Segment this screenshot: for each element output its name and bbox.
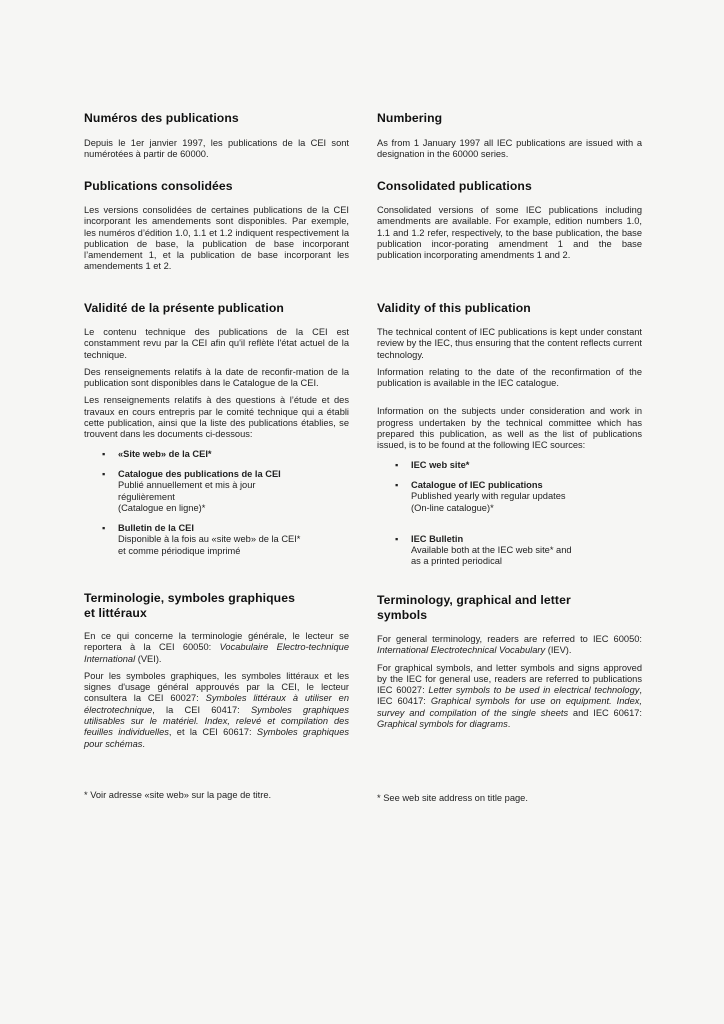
en-consolidated-text: Consolidated versions of some IEC publications including amendments are available. For example, edition numbers 1.0, 1.1 and 1.2 refer, respectively, to the base publication, the base publication incor-porating amendment 1 and the base publication incorporating amendments 1 and 2. (377, 205, 642, 261)
fr-consolidated-section (84, 179, 349, 273)
en-numbering-text: As from 1 January 1997 all IEC publications are issued with a designation in the 60000 series. (377, 138, 642, 160)
en-validity-p3: Information on the subjects under consideration and work in progress undertaken by the technical committee which has prepared this publication, as well as the list of publications issued, is to be found at the following IEC sources: (377, 406, 642, 451)
fr-bullet-catalogue-line3: (Catalogue en ligne)* (118, 502, 206, 513)
list-item (84, 449, 349, 460)
fr-bullet-catalogue-title: Catalogue des publications de la CEI (118, 468, 281, 479)
en-validity-p2: Information relating to the date of the reconfirmation of the publication is available in the IEC catalogue. (377, 366, 642, 389)
en-footnote: * See web site address on title page. (377, 793, 528, 803)
bullet-icon: ▪ (395, 533, 399, 544)
list-item (377, 534, 642, 568)
en-bullet-catalogue-line2: (On-line catalogue)* (411, 502, 494, 513)
bullet-icon: ▪ (102, 448, 106, 459)
fr-bullet-web-title: «Site web» de la CEI* (118, 448, 212, 459)
fr-validity-p1: Le contenu technique des publications de la CEI est constamment revu par la CEI afin qu'il reflète l'état actuel de la technique. (84, 327, 349, 360)
fr-terminology-section (84, 591, 349, 750)
fr-sources-list (84, 449, 349, 557)
fr-numbering-text: Depuis le 1er janvier 1997, les publications de la CEI sont numérotées à partir de 60000. (84, 138, 349, 160)
fr-validity-heading: Validité de la présente publication (84, 301, 284, 315)
bullet-icon: ▪ (395, 459, 399, 470)
fr-bullet-bulletin-line1: Disponible à la fois au «site web» de la CEI* (118, 534, 301, 545)
en-consolidated-section (377, 179, 642, 261)
list-item (84, 523, 349, 557)
en-consolidated-heading: Consolidated publications (377, 179, 532, 193)
fr-consolidated-text: Les versions consolidées de certaines publications de la CEI incorporant les amendements sont disponibles. Par exemple, les numéros d’édition 1.0, 1.1 et 1.2 indiquent respectivement la publication de base, la publication de base incorporant l’amendement 1, et la publication de base incorporant les amendements 1 et 2. (84, 205, 349, 272)
fr-numbering-section (84, 111, 349, 161)
fr-validity-section (84, 301, 349, 557)
en-validity-heading: Validity of this publication (377, 301, 531, 315)
fr-bullet-bulletin-line2: et comme périodique imprimé (118, 545, 241, 556)
en-numbering-heading: Numbering (377, 111, 443, 125)
fr-footnote: * Voir adresse «site web» sur la page de titre. (84, 790, 272, 800)
en-sources-list (377, 460, 642, 568)
fr-bullet-catalogue-line2: régulièrement (118, 491, 175, 502)
fr-terminology-heading-line2: et littéraux (84, 606, 147, 620)
en-validity-p1: The technical content of IEC publications is kept under constant review by the IEC, thus ensuring that the content reflects current technology. (377, 327, 642, 360)
en-bullet-catalogue-line1: Published yearly with regular updates (411, 491, 566, 502)
fr-numbering-heading: Numéros des publications (84, 111, 239, 125)
en-terminology-p1: For general terminology, readers are referred to IEC 60050: International Electrotechnical Vocabulary (IEV). (377, 634, 642, 656)
en-terminology-p2: For graphical symbols, and letter symbols and signs approved by the IEC for general use, readers are referred to publications IEC 60027: Letter symbols to be used in electrical technology, IEC 60417: Graphical symbols for use on equipment. Index, survey and compilation of the single sheets and IEC 60617: Graphical symbols for diagrams. (377, 662, 642, 730)
fr-bullet-catalogue-line1: Publié annuellement et mis à jour (118, 480, 256, 491)
en-numbering-section (377, 111, 642, 161)
en-bullet-catalogue-title: Catalogue of IEC publications (411, 479, 543, 490)
en-terminology-heading-line2: symbols (377, 608, 428, 622)
fr-validity-p3: Les renseignements relatifs à des questions à l’étude et des travaux en cours entrepris par le comité technique qui a établi cette publication, ainsi que la liste des publications établies, se trouvent dans les documents ci-dessous: (84, 395, 349, 440)
fr-terminology-heading (84, 591, 349, 621)
list-item (84, 469, 349, 514)
fr-bullet-bulletin-title: Bulletin de la CEI (118, 523, 194, 534)
en-terminology-heading-line1: Terminology, graphical and letter (377, 593, 571, 607)
en-bullet-bulletin-title: IEC Bulletin (411, 533, 464, 544)
en-bullet-web-title: IEC web site* (411, 459, 470, 470)
en-bullet-bulletin-line2: as a printed periodical (411, 556, 502, 567)
list-item (377, 480, 642, 514)
list-item (377, 460, 642, 471)
fr-consolidated-heading: Publications consolidées (84, 179, 233, 193)
fr-terminology-heading-line1: Terminologie, symboles graphiques (84, 591, 295, 605)
fr-terminology-p2: Pour les symboles graphiques, les symboles littéraux et les signes d'usage général approuvés par la CEI, le lecteur consultera la CEI 60027: Symboles littéraux à utiliser en électrotechnique, la CEI 60417: Symboles graphiques utilisables sur le matériel. Index, relevé et compilation des feuilles individuelles, et la CEI 60617: Symboles graphiques pour schémas. (84, 670, 350, 749)
en-bullet-bulletin-line1: Available both at the IEC web site* and (411, 545, 572, 556)
bullet-icon: ▪ (102, 468, 106, 479)
en-terminology-section (377, 593, 642, 730)
bullet-icon: ▪ (395, 479, 399, 490)
fr-validity-p2: Des renseignements relatifs à la date de reconfir-mation de la publication sont disponibles dans le Catalogue de la CEI. (84, 366, 349, 389)
en-validity-section (377, 301, 642, 568)
en-terminology-heading (377, 593, 642, 623)
bullet-icon: ▪ (102, 523, 106, 534)
fr-terminology-p1: En ce qui concerne la terminologie générale, le lecteur se reportera à la CEI 60050: Vocabulaire Electro-technique International (VEI). (84, 631, 349, 664)
